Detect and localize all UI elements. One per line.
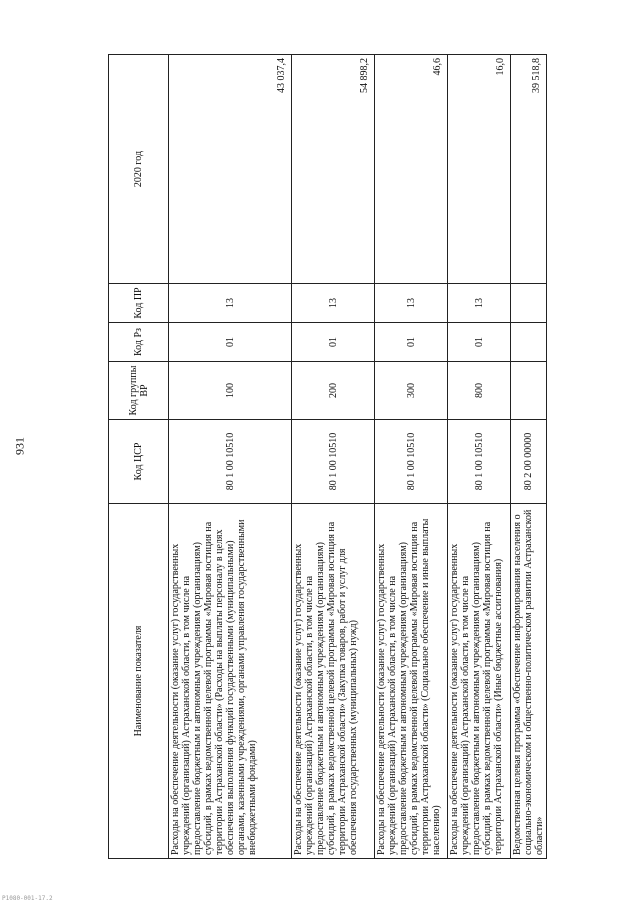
cell-vr: [511, 362, 547, 420]
cell-value: 46,6: [375, 55, 448, 284]
header-name: Наименование показателя: [109, 504, 169, 859]
header-pr: Код ПР: [109, 284, 169, 323]
cell-pr: 13: [375, 284, 448, 323]
cell-pr: [511, 284, 547, 323]
table-row: [375, 55, 448, 859]
cell-csr: 80 2 00 00000: [511, 420, 547, 504]
page-number: 931: [12, 437, 27, 455]
cell-pr: 13: [292, 284, 375, 323]
cell-name: Ведомственная целевая программа «Обеспечение информирования населения о социально-экономическом и общественно-политическом развитии Астраханской области»: [511, 504, 547, 859]
table-row: [169, 55, 292, 859]
table-row: [511, 55, 547, 859]
cell-name: Расходы на обеспечение деятельности (оказание услуг) государственных учреждений (организаций) Астраханской области, в том числе на предоставление бюджетным и автономным учреждениям (организациям) субсидий, в рамках ведомственной целевой программы «Мировая юстиция на территории Астраханской области» (Социальное обеспечение и иные выплаты населению): [375, 504, 448, 859]
cell-name: Расходы на обеспечение деятельности (оказание услуг) государственных учреждений (организаций) Астраханской области, в том числе на предоставление бюджетным и автономным учреждениям (организациям) субсидий, в рамках ведомственной целевой программы «Мировая юстиция на территории Астраханской области» (Иные бюджетные ассигнования): [448, 504, 511, 859]
cell-name: Расходы на обеспечение деятельности (оказание услуг) государственных учреждений (организаций) Астраханской области, в том числе на предоставление бюджетным и автономным учреждениям (организациям) субсидий, в рамках ведомственной целевой программы «Мировая юстиция на территории Астраханской области» (Закупка товаров, работ и услуг для обеспечения государственных (муниципальных) нужд): [292, 504, 375, 859]
cell-rz: 01: [448, 323, 511, 362]
rotated-content: [108, 55, 545, 859]
header-csr: Код ЦСР: [109, 420, 169, 504]
header-year: 2020 год: [109, 55, 169, 284]
cell-rz: 01: [292, 323, 375, 362]
table-row: [292, 55, 375, 859]
cell-vr: 800: [448, 362, 511, 420]
cell-value: 43 037,4: [169, 55, 292, 284]
table-row: [448, 55, 511, 859]
cell-csr: 80 1 00 10510: [375, 420, 448, 504]
header-rz: Код Рз: [109, 323, 169, 362]
cell-rz: 01: [375, 323, 448, 362]
cell-rz: 01: [169, 323, 292, 362]
budget-table: [108, 54, 547, 859]
cell-vr: 100: [169, 362, 292, 420]
cell-rz: [511, 323, 547, 362]
cell-vr: 300: [375, 362, 448, 420]
cell-csr: 80 1 00 10510: [169, 420, 292, 504]
cell-value: 54 898,2: [292, 55, 375, 284]
footer-mark: Р1080-001-17.2: [2, 895, 53, 902]
cell-value: 39 518,8: [511, 55, 547, 284]
header-vr: Код группы ВР: [109, 362, 169, 420]
cell-value: 16,0: [448, 55, 511, 284]
cell-name: Расходы на обеспечение деятельности (оказание услуг) государственных учреждений (организаций) Астраханской области, в том числе на предоставление бюджетным и автономным учреждениям (организациям) субсидий, в рамках ведомственной целевой программы «Мировая юстиция на территории Астраханской области» (Расходы на выплаты персоналу в целях обеспечения выполнения функций государственными (муниципальными) органами, казенными учреждениями, органами управления государственными внебюджетными фондами): [169, 504, 292, 859]
cell-vr: 200: [292, 362, 375, 420]
cell-csr: 80 1 00 10510: [292, 420, 375, 504]
rotated-sheet: [108, 55, 545, 859]
table-header-row: [109, 55, 169, 859]
cell-csr: 80 1 00 10510: [448, 420, 511, 504]
cell-pr: 13: [448, 284, 511, 323]
cell-pr: 13: [169, 284, 292, 323]
